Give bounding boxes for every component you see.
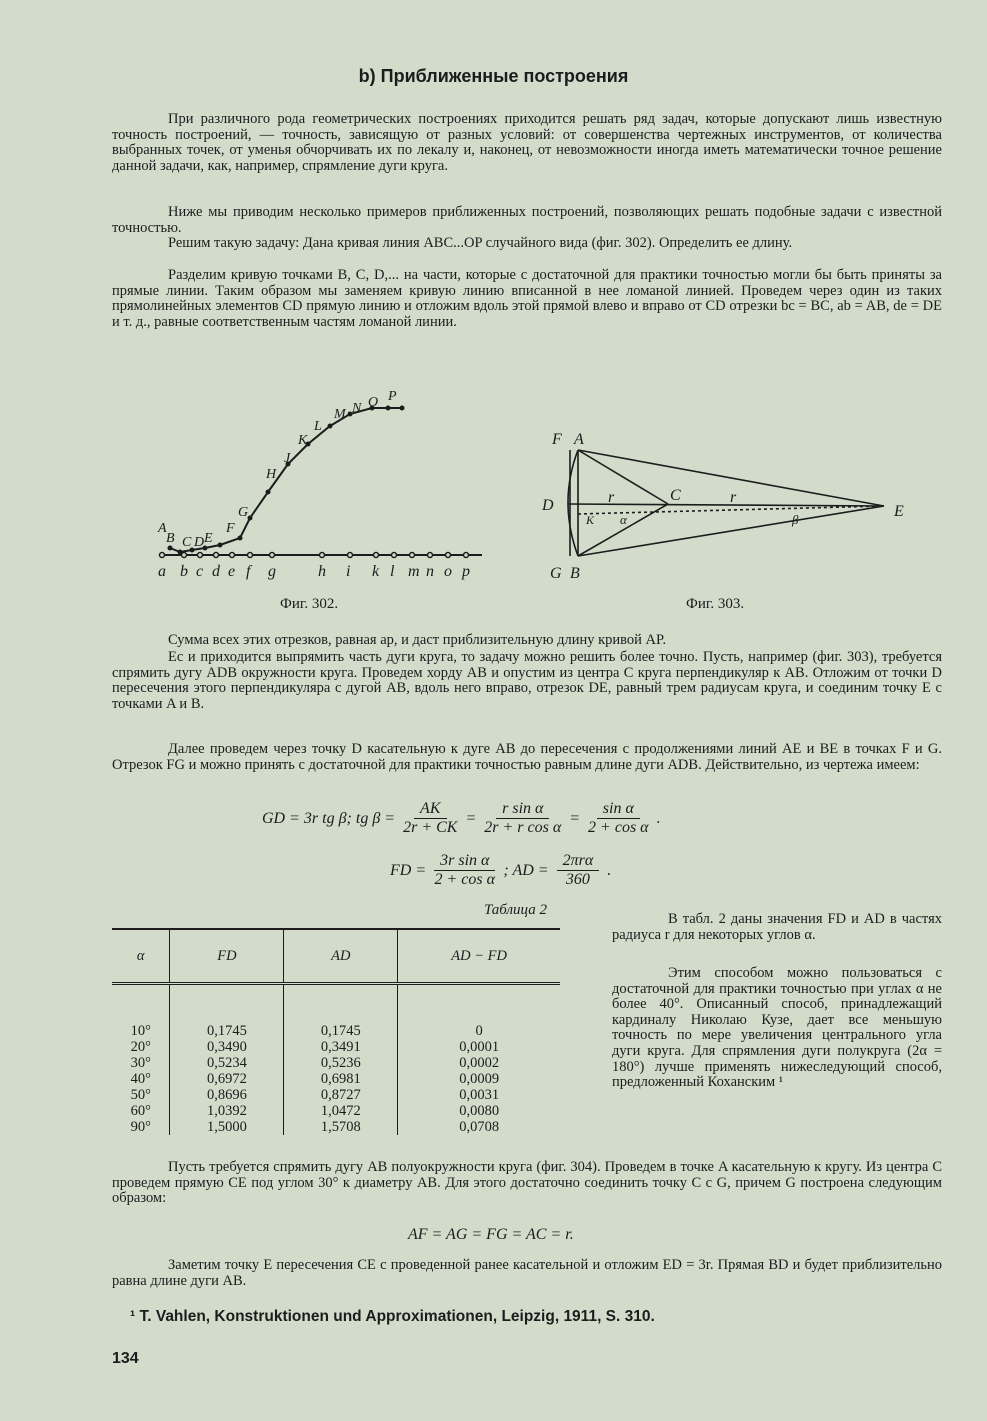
cell: 90° <box>130 1119 151 1135</box>
cell: 0,5234 <box>170 1055 284 1071</box>
label-g: G <box>550 565 562 582</box>
upper-label: B <box>166 531 175 546</box>
lower-label: i <box>346 563 351 580</box>
curve-point <box>238 536 243 541</box>
formula1-frac3-den: 2 + cos α <box>588 819 649 836</box>
cell: 0,0080 <box>398 1103 560 1119</box>
lower-label: b <box>180 563 188 580</box>
cell: 0,3491 <box>284 1039 398 1055</box>
upper-label: F <box>226 521 235 536</box>
cell: 0,0009 <box>398 1071 560 1087</box>
baseline-point <box>248 553 253 558</box>
baseline-point <box>270 553 275 558</box>
paragraph-intro: При различного рода геометрических построениях приходится решать ряд задач, которые допускают лишь известную точность построений, — точность, зависящую от разных условий: от совершенства чертежных инструментов, от количества выбранных точек, от уменья обчорчивать их по лекалу и, наконец, от невозможности иногда иметь математически точное решение данной задачи, как, например, спрямление дуги круга. <box>112 111 942 174</box>
label-a: A <box>574 431 584 448</box>
formula2-frac1-num: 3r sin α <box>434 852 495 871</box>
formula-3: AF = AG = FG = AC = r. <box>408 1226 574 1243</box>
table-row <box>112 1119 560 1135</box>
curve-point <box>400 406 405 411</box>
formula2-mid: ; AD = <box>503 861 549 879</box>
table-row <box>112 1087 560 1103</box>
header-fd: FD <box>170 929 284 984</box>
upper-label: O <box>368 395 379 410</box>
upper-label: C <box>182 535 192 550</box>
curve-point <box>168 546 173 551</box>
fig303-caption: Фиг. 303. <box>686 596 745 612</box>
paragraph-sum: Сумма всех этих отрезков, равная ap, и даст приблизительную длину кривой AP. <box>168 632 667 648</box>
lower-label: k <box>372 563 380 580</box>
curve-point <box>248 516 253 521</box>
label-r1: r <box>608 489 615 506</box>
upper-label: G <box>238 505 249 520</box>
formula-1: GD = 3r tg β; tg β = $\frac{AK}{2r + CK}$ = $\frac{\text{r sin α}}{\text{2r + r cos α}}$ = $\frac{\text{sin α}}{\text{2 + cos α}}$ . <box>262 800 661 836</box>
upper-label: A <box>158 521 167 536</box>
fig302-caption: Фиг. 302. <box>280 596 339 612</box>
side-note-1: В табл. 2 даны значения FD и AD в частях радиуса r для некоторых углов α. <box>612 911 942 943</box>
cell: 50° <box>130 1087 151 1103</box>
formula2-frac1-den: 2 + cos α <box>434 871 496 888</box>
cell: 0,1745 <box>170 984 284 1040</box>
upper-label: P <box>388 389 397 404</box>
formula1-frac1-num: AK <box>414 800 446 819</box>
curve-point <box>266 490 271 495</box>
lower-label: a <box>158 563 166 580</box>
baseline-point <box>428 553 433 558</box>
cell: 0,6981 <box>284 1071 398 1087</box>
formula1-frac1-den: 2r + CK <box>403 819 458 836</box>
baseline-point <box>160 553 165 558</box>
cell: 1,5000 <box>170 1119 284 1135</box>
line-dc <box>568 504 884 506</box>
paragraph-method: Разделим кривую точками B, C, D,... на части, которые с достаточной для практики точностью могли бы быть приняты за прямые линии. Таким образом мы заменяем кривую линию вписанной в нее ломаной линией. Проведем через один из таких прямолинейных элементов CD прямую линию и отложим вдоль этой прямой влево и вправо от CD отрезки bc = BC, ab = AB, de = DE и т. д., равные соответственным частям ломаной линии. <box>112 267 942 330</box>
cell: 30° <box>130 1055 151 1071</box>
cell: 0,0002 <box>398 1055 560 1071</box>
cell: 0 <box>398 984 560 1040</box>
figure-303 <box>540 430 920 630</box>
label-r2: r <box>730 489 737 506</box>
baseline-point <box>182 553 187 558</box>
formula1-frac3-num: sin α <box>597 800 640 819</box>
lower-label: m <box>408 563 420 580</box>
paragraph-examples: Ниже мы приводим несколько примеров приближенных построений, позволяющих решать подобные задачи с известной точностью. <box>112 204 942 236</box>
figure-302 <box>150 380 490 612</box>
lower-label: p <box>462 563 470 580</box>
upper-label: M <box>334 407 346 422</box>
lower-label: g <box>268 563 276 580</box>
curve-point <box>218 543 223 548</box>
table-row <box>112 1055 560 1071</box>
label-c: C <box>670 487 681 504</box>
header-alpha: α <box>112 929 170 984</box>
baseline-point <box>374 553 379 558</box>
cell: 0,8696 <box>170 1087 284 1103</box>
label-f: F <box>552 431 562 448</box>
footnote: ¹ T. Vahlen, Konstruktionen und Approximationen, Leipzig, 1911, S. 310. <box>130 1308 655 1325</box>
label-b: B <box>570 565 580 582</box>
cell: 0,0708 <box>398 1119 560 1135</box>
section-heading: b) Приближенные построения <box>358 66 629 86</box>
formula1-frac2-den: 2r + r cos α <box>484 819 562 836</box>
curve-point <box>386 406 391 411</box>
baseline-point <box>320 553 325 558</box>
cell: 1,0392 <box>170 1103 284 1119</box>
upper-label: H <box>266 467 277 482</box>
baseline-point <box>464 553 469 558</box>
cell: 0,8727 <box>284 1087 398 1103</box>
curve-point <box>328 424 333 429</box>
upper-label: K <box>298 433 308 448</box>
label-d: D <box>542 497 554 514</box>
baseline-point <box>198 553 203 558</box>
baseline-point <box>392 553 397 558</box>
lower-label: f <box>246 563 251 580</box>
baseline-point <box>230 553 235 558</box>
lower-label: o <box>444 563 452 580</box>
formula1-frac2-num: r sin α <box>496 800 549 819</box>
label-beta: β <box>792 512 799 527</box>
table-row <box>112 1071 560 1087</box>
table-row <box>112 984 560 1040</box>
cell: 0,1745 <box>284 984 398 1040</box>
paragraph-arc: Ес и приходится выпрямить часть дуги круга, то задачу можно решить более точно. Пусть, например (фиг. 303), требуется спрямить дугу ADB окружности круга. Проведем хорду AB и опустим из центра C круга перпендикуляр к AB. Отложим от точки D пересечения этого перпендикуляра с дугой AB, вдоль него вправо, отрезок DE, равный трем радиусам круга, и соединим точку E с точками A и B. <box>112 649 942 712</box>
label-alpha: α <box>620 512 627 527</box>
table-row <box>112 1039 560 1055</box>
paragraph-kochansky: Пусть требуется спрямить дугу AB полуокружности круга (фиг. 304). Проведем в точке A касательную к кругу. Из центра C проведем прямую CE под углом 30° к диаметру AB. Для этого достаточно соединить точку C с G, причем G построена следующим образом: <box>112 1159 942 1206</box>
paragraph-last: Заметим точку E пересечения CE с проведенной ранее касательной и отложим ED = 3r. Прямая BD и будет приблизительно равна длине дуги AB. <box>112 1257 942 1289</box>
lower-label: h <box>318 563 326 580</box>
side-note-2: Этим способом можно пользоваться с достаточной для практики точностью при углах α не более 40°. Описанный способ, принадлежащий кардиналу Николаю Кузе, дает все меньшую точность по мере увеличения центрального угла дуги круга. Для спрямления дуги полукруга (2α = 180°) лучше применять нижеследующий способ, предложенный Коханским ¹ <box>612 965 942 1091</box>
label-k: K <box>586 513 595 527</box>
cell: 0,3490 <box>170 1039 284 1055</box>
upper-label: J <box>284 451 291 466</box>
cell: 60° <box>130 1103 151 1119</box>
lower-label: c <box>196 563 204 580</box>
lower-label: n <box>426 563 434 580</box>
paragraph-task: Решим такую задачу: Дана кривая линия ABC...OP случайного вида (фиг. 302). Определить ее длину. <box>168 235 793 251</box>
upper-label: L <box>314 419 322 434</box>
label-e: E <box>894 503 904 520</box>
table-row <box>112 1103 560 1119</box>
lower-label: d <box>212 563 220 580</box>
header-diff: AD − FD <box>398 929 560 984</box>
baseline-point <box>214 553 219 558</box>
cell: 0,6972 <box>170 1071 284 1087</box>
cell: 1,5708 <box>284 1119 398 1135</box>
paragraph-tangent: Далее проведем через точку D касательную к дуге AB до пересечения с продолжениями линий AE и BE в точках F и G. Отрезок FG и можно принять с достаточной для практики точностью равным длине дуги ADB. Действительно, из чертежа имеем: <box>112 741 942 773</box>
cell: 20° <box>130 1039 151 1055</box>
formula2-frac2-num: 2πrα <box>557 852 600 871</box>
cell: 40° <box>130 1071 151 1087</box>
cell: 0,0001 <box>398 1039 560 1055</box>
cell: 10° <box>130 1023 151 1039</box>
table-title: Таблица 2 <box>484 902 547 918</box>
baseline-point <box>410 553 415 558</box>
formula1-lhs: GD = 3r tg β; tg β = <box>262 809 396 827</box>
formula2-lhs: FD = <box>390 861 427 879</box>
cell: 0,0031 <box>398 1087 560 1103</box>
cell: 1,0472 <box>284 1103 398 1119</box>
lower-label: e <box>228 563 236 580</box>
table-header-row <box>112 929 560 984</box>
upper-label: E <box>204 531 213 546</box>
baseline-point <box>348 553 353 558</box>
baseline-point <box>446 553 451 558</box>
cell: 0,5236 <box>284 1055 398 1071</box>
values-table <box>112 928 560 1135</box>
upper-label: N <box>352 401 362 416</box>
lower-label: l <box>390 563 395 580</box>
page-number: 134 <box>112 1350 139 1367</box>
header-ad: AD <box>284 929 398 984</box>
upper-label: D <box>194 535 205 550</box>
formula2-frac2-den: 360 <box>565 871 590 888</box>
formula-2: FD = $\frac{\text{3r sin α}}{\text{2 + cos α}}$ ; AD = 2πrα 360 . <box>390 852 612 888</box>
